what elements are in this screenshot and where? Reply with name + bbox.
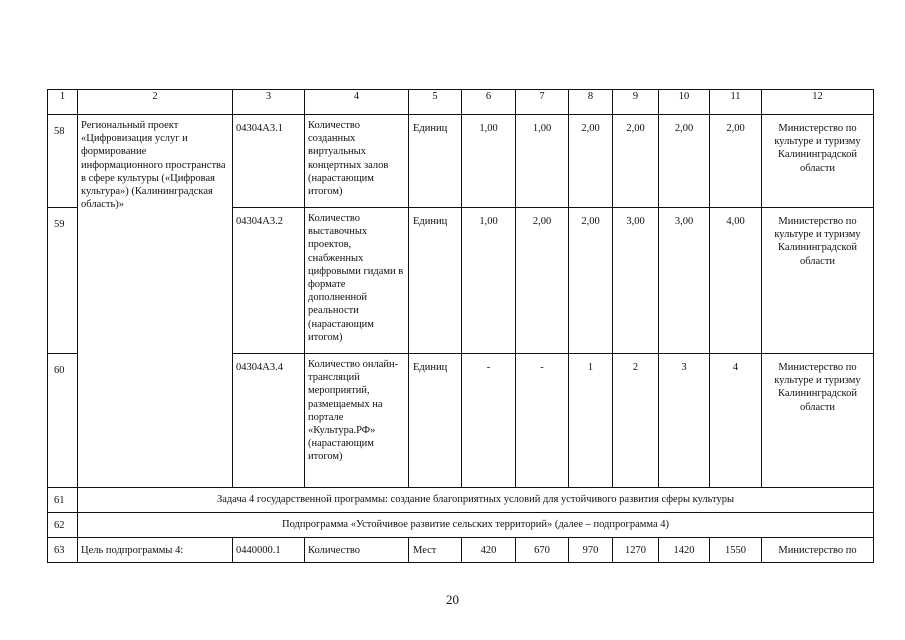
- value-cell: 1,00: [516, 115, 569, 208]
- code-cell: 04304А3.1: [233, 115, 305, 208]
- column-number: 4: [305, 90, 409, 115]
- unit-cell: Мест: [409, 538, 462, 563]
- column-number: 6: [462, 90, 516, 115]
- regional-project-cell: Региональный проект «Цифровизация услуг и формирование информационного пространства в сфере культуры («Цифровая культура») (Калининградская область)»: [78, 115, 233, 488]
- value-cell: 2,00: [710, 115, 762, 208]
- page-number: 20: [446, 592, 459, 607]
- column-number-row: [48, 90, 874, 115]
- executor-cell: Министерство по культуре и туризму Калининградской области: [762, 115, 874, 208]
- indicator-cell: Количество выставочных проектов, снабженных цифровыми гидами в формате дополненной реальности (нарастающим итогом): [305, 208, 409, 354]
- subprogram-row: [48, 513, 874, 538]
- indicator-cell: Количество: [305, 538, 409, 563]
- subprogram-heading: Подпрограмма «Устойчивое развитие сельских территорий» (далее – подпрограмма 4): [78, 513, 874, 538]
- column-number: 3: [233, 90, 305, 115]
- value-cell: 2,00: [516, 208, 569, 354]
- value-cell: 3: [659, 354, 710, 488]
- code-cell: 0440000.1: [233, 538, 305, 563]
- executor-cell: Министерство по культуре и туризму Калининградской области: [762, 354, 874, 488]
- value-cell: 1550: [710, 538, 762, 563]
- value-cell: 1270: [613, 538, 659, 563]
- column-number: 5: [409, 90, 462, 115]
- code-cell: 04304А3.2: [233, 208, 305, 354]
- value-cell: 2,00: [613, 115, 659, 208]
- value-cell: 1: [569, 354, 613, 488]
- table-row: [48, 538, 874, 563]
- value-cell: 3,00: [659, 208, 710, 354]
- row-number: 58: [48, 115, 78, 208]
- value-cell: -: [462, 354, 516, 488]
- task-heading: Задача 4 государственной программы: создание благоприятных условий для устойчивого развития сферы культуры: [78, 488, 874, 513]
- row-number: 60: [48, 354, 78, 488]
- value-cell: 2,00: [569, 115, 613, 208]
- value-cell: 1,00: [462, 208, 516, 354]
- value-cell: 1420: [659, 538, 710, 563]
- task-row: [48, 488, 874, 513]
- executor-cell: Министерство по: [762, 538, 874, 563]
- row-number: 59: [48, 208, 78, 354]
- value-cell: 2: [613, 354, 659, 488]
- executor-cell: Министерство по культуре и туризму Калининградской области: [762, 208, 874, 354]
- column-number: 2: [78, 90, 233, 115]
- value-cell: 3,00: [613, 208, 659, 354]
- column-number: 8: [569, 90, 613, 115]
- unit-cell: Единиц: [409, 208, 462, 354]
- value-cell: 970: [569, 538, 613, 563]
- row-number: 63: [48, 538, 78, 563]
- value-cell: 2,00: [569, 208, 613, 354]
- column-number: 10: [659, 90, 710, 115]
- column-number: 7: [516, 90, 569, 115]
- indicator-cell: Количество созданных виртуальных концертных залов (нарастающим итогом): [305, 115, 409, 208]
- unit-cell: Единиц: [409, 115, 462, 208]
- column-number: 11: [710, 90, 762, 115]
- value-cell: 4: [710, 354, 762, 488]
- value-cell: 670: [516, 538, 569, 563]
- column-number: 1: [48, 90, 78, 115]
- column-number: 12: [762, 90, 874, 115]
- column-number: 9: [613, 90, 659, 115]
- value-cell: 2,00: [659, 115, 710, 208]
- indicator-cell: Количество онлайн-трансляций мероприятий, размещаемых на портале «Культура.РФ» (нарастающим итогом): [305, 354, 409, 488]
- value-cell: -: [516, 354, 569, 488]
- value-cell: 420: [462, 538, 516, 563]
- row-number: 61: [48, 488, 78, 513]
- goal-cell: Цель подпрограммы 4:: [78, 538, 233, 563]
- indicators-table: [47, 89, 874, 563]
- value-cell: 1,00: [462, 115, 516, 208]
- code-cell: 04304А3.4: [233, 354, 305, 488]
- table-row: [48, 115, 874, 208]
- row-number: 62: [48, 513, 78, 538]
- unit-cell: Единиц: [409, 354, 462, 488]
- value-cell: 4,00: [710, 208, 762, 354]
